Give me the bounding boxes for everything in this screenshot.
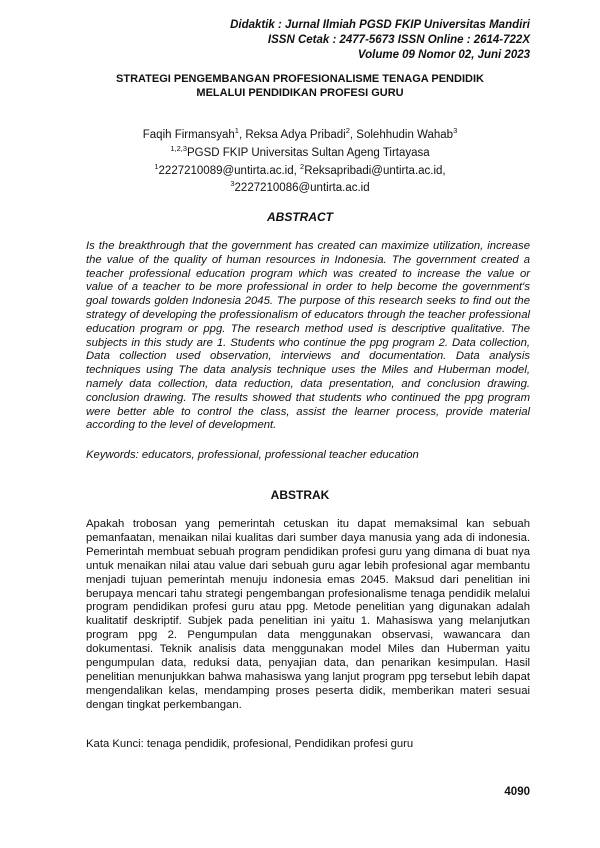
email-3: 2227210086@untirta.ac.id: [234, 182, 370, 195]
abstrak-heading: ABSTRAK: [270, 488, 330, 502]
abstract-keywords: Keywords: educators, professional, professional teacher education: [86, 449, 419, 461]
author-emails-2: [70, 177, 530, 195]
journal-name: Didaktik : Jurnal Ilmiah PGSD FKIP Universitas Mandiri: [230, 19, 530, 31]
author-3-sup: 3: [453, 126, 458, 135]
affiliation-sup: 1,2,3: [170, 143, 187, 153]
email-3-sup: 3: [230, 179, 235, 189]
author-block: [70, 124, 530, 195]
author-names: [70, 124, 530, 142]
email-1-sup: 1: [154, 161, 159, 171]
author-3-name: , Solehhudin Wahab: [349, 128, 454, 141]
email-1: 2227210089@untirta.ac.id,: [158, 164, 301, 177]
email-2: Reksapribadi@untirta.ac.id,: [304, 164, 446, 177]
abstract-heading: ABSTRACT: [267, 210, 333, 224]
author-2-sup: 2: [345, 126, 350, 135]
abstract-body: Is the breakthrough that the government has created can maximize utilization, increase the value of the quality of human resources in Indonesia. The government created a teacher professional education program which was created to increase the value or value of a teacher to be more professional in order to help become the government's goal towards golden Indonesia 2045. The purpose of this research seeks to find out the strategy of developing the professionalism of educators through the teacher professional education program or ppg. The research method used is descriptive qualitative. The subjects in this study are 1. Students who continue the ppg program 2. Data collection, Data collection used observation, interviews and documentation. Data analysis techniques using The data analysis technique uses the Miles and Huberman model, namely data collection, data reduction, data presentation, and conclusion drawing. conclusion drawing. The results showed that students who continued the ppg program were better able to control the class, assist the learner process, provide material according to the level of development.: [86, 240, 530, 432]
journal-issn: ISSN Cetak : 2477-5673 ISSN Online : 2614-722X: [267, 34, 530, 46]
page-number: 4090: [504, 786, 530, 798]
affiliation-name: PGSD FKIP Universitas Sultan Ageng Tirtayasa: [187, 146, 430, 159]
affiliation: [70, 142, 530, 160]
author-emails-1: [70, 160, 530, 178]
paper-title-line-1: STRATEGI PENGEMBANGAN PROFESIONALISME TENAGA PENDIDIK: [116, 73, 484, 85]
paper-title-line-2: MELALUI PENDIDIKAN PROFESI GURU: [196, 87, 404, 99]
abstrak-keywords: Kata Kunci: tenaga pendidik, profesional, Pendidikan profesi guru: [86, 738, 414, 750]
journal-header: [230, 18, 530, 63]
abstrak-body: Apakah trobosan yang pemerintah cetuskan itu dapat memaksimal kan sebuah pemanfaatan, menaikan nilai kualitas dari sumber daya manusia yang ada di indonesia. Pemerintah membuat sebuah program pendidikan profesi guru yang dimana di buat nya untuk menaikan nilai atau value dari sebuah guru agar lebih profesional agar membantu menjadi tujuan pemerintah menuju indonesia emas 2045. Maksud dari penelitian ini berupaya mencari tahu strategi pengembangan profesionalisme tenaga pendidik melalui program pendidikan profesi guru atau ppg. Metode penelitian yang digunakan adalah kualitatif deskriptif. Subjek pada penelitian ini yaitu 1. Mahasiswa yang melanjutkan program ppg 2. Pengumpulan data menggunakan observasi, wawancara dan dokumentasi. Teknik analisis data menggunakan model Miles dan Huberman yaitu pengumpulan data, reduksi data, penyajian data, dan penarikan kesimpulan. Hasil penelitian menunjukkan bahwa mahasiswa yang lanjut program ppg tersebut lebih dapat mengendalikan kelas, mendamping proses peserta didik, memberikan materi sesuai dengan tingkat perkembangan.: [86, 518, 530, 711]
author-1-sup: 1: [234, 126, 239, 135]
author-1-name: Faqih Firmansyah: [142, 128, 235, 141]
paper-title: [70, 72, 530, 100]
author-2-name: , Reksa Adya Pribadi: [238, 128, 346, 141]
email-2-sup: 2: [300, 161, 305, 171]
journal-volume: Volume 09 Nomor 02, Juni 2023: [357, 49, 530, 61]
